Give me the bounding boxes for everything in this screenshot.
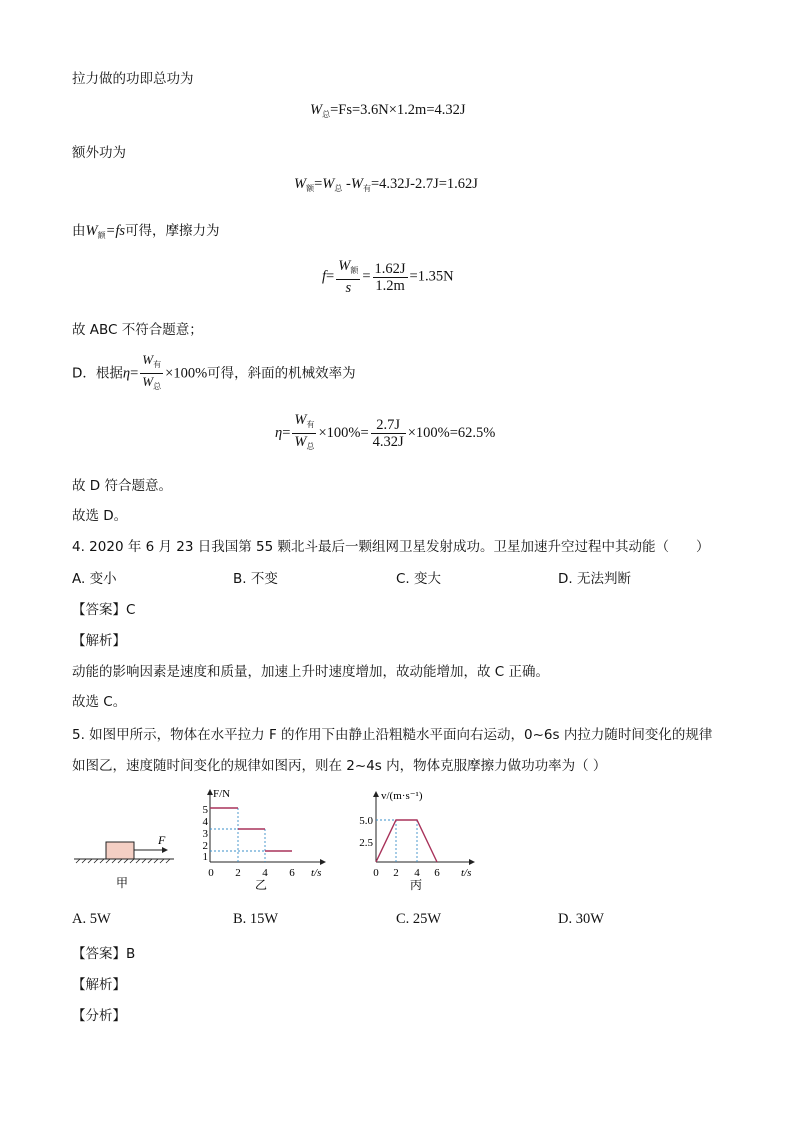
x-axis-label: t/s: [311, 867, 322, 879]
x-tick-0: 0: [208, 867, 214, 879]
fraction-efficiency-def: $\frac{W_有}{W_总}$: [142, 352, 162, 391]
force-arrowhead: [162, 847, 168, 853]
y-tick-4: 4: [202, 816, 208, 828]
y-tick-3: 3: [202, 828, 208, 840]
x-tick-4: 4: [414, 867, 420, 879]
x-tick-0: 0: [373, 867, 379, 879]
y-tick-1: 1: [202, 851, 208, 863]
q5-analysis-label: 【解析】: [72, 977, 126, 993]
x-tick-4: 4: [262, 867, 268, 879]
y-axis-label: v/(m·s⁻¹): [381, 790, 423, 802]
equation-extra-work: $W_额=W_总$ $-W_有=4.32J-2.7J=1.62J$: [294, 176, 478, 193]
q4-analysis-label: 【解析】: [72, 633, 126, 649]
fraction-w-over-s: $\frac{W_额}{s}$: [338, 258, 359, 296]
x-tick-6: 6: [289, 867, 295, 879]
force-label: F: [158, 833, 166, 847]
equation-friction: f= $\frac{W_额}{s}$ = $\frac{1.62J}{1.2m}$ =1.35N: [322, 258, 454, 296]
q5-option-c: C. 25W: [396, 911, 442, 927]
q4-option-d: D. 无法判断: [558, 571, 631, 587]
q4-stem: 4. 2020 年 6 月 23 日我国第 55 颗北斗最后一颗组网卫星发射成功。卫星加速升空过程中其动能（ ）: [72, 539, 710, 555]
fraction-values: $\frac{1.62J}{1.2m}$: [374, 260, 406, 294]
text-friction-intro: 由$W_额=fs$可得，摩擦力为: [72, 223, 220, 240]
caption-jia: 甲: [116, 876, 129, 890]
x-axis-label: t/s: [461, 867, 472, 879]
q5-option-a: A. 5W: [72, 911, 111, 927]
q4-option-a: A. 变小: [72, 571, 117, 587]
y-tick-2: 2: [202, 840, 208, 852]
q5-option-b: B. 15W: [233, 911, 279, 927]
q5-answer: 【答案】B: [72, 946, 136, 962]
text-extra-work-intro: 额外功为: [72, 145, 126, 161]
figure-jia-block-on-surface: [70, 825, 180, 895]
text-abc-conclusion: 故 ABC 不符合题意；: [72, 322, 203, 338]
text-choose-d: 故选 D。: [72, 508, 128, 524]
ground-hatch: [76, 859, 170, 863]
q5-stem-line2: 如图乙，速度随时间变化的规律如图丙，则在 2~4s 内，物体克服摩擦力做功功率为（ ）: [72, 758, 607, 774]
q4-analysis: 动能的影响因素是速度和质量，加速上升时速度增加，故动能增加，故 C 正确。: [72, 664, 550, 680]
x-tick-2: 2: [393, 867, 399, 879]
velocity-line: [376, 820, 437, 862]
caption-yi: 乙: [255, 878, 268, 892]
x-tick-2: 2: [235, 867, 241, 879]
q4-answer: 【答案】C: [72, 602, 136, 618]
x-tick-6: 6: [434, 867, 440, 879]
caption-bing: 丙: [410, 878, 423, 892]
block: [106, 842, 134, 859]
q5-stem-line1: 5. 如图甲所示，物体在水平拉力 F 的作用下由静止沿粗糙水平面向右运动，0~6s 内拉力随时间变化的规律: [72, 727, 713, 743]
y-tick-5: 5: [202, 804, 208, 816]
text-total-work-intro: 拉力做的功即总功为: [72, 71, 194, 87]
y-tick-2-5: 2.5: [359, 837, 373, 849]
text-d-conclusion: 故 D 符合题意。: [72, 478, 172, 494]
figure-yi-force-graph: [195, 784, 340, 894]
y-axis-label: F/N: [213, 788, 231, 800]
equation-total-work: $W_总=Fs=3.6N\times 1.2m=4.32J$: [310, 102, 466, 119]
fraction-efficiency-values: $\frac{2.7J}{4.32J}$: [372, 417, 404, 450]
y-tick-5: 5.0: [359, 815, 373, 827]
q4-option-b: B. 不变: [233, 571, 278, 587]
q4-option-c: C. 变大: [396, 571, 442, 587]
q5-option-d: D. 30W: [558, 911, 604, 927]
figure-bing-velocity-graph: [350, 784, 485, 894]
q4-choose: 故选 C。: [72, 694, 127, 710]
fraction-w-useful-total: $\frac{W_有}{W_总}$: [294, 412, 315, 451]
q5-fenxi-label: 【分析】: [72, 1008, 126, 1024]
text-d-intro: D．根据η= $\frac{W_有}{W_总}$ ×100%可得，斜面的机械效率为: [72, 352, 356, 395]
equation-efficiency: η= $\frac{W_有}{W_总}$ ×100%= $\frac{2.7J}{4.32J}$ ×100%=62.5%: [275, 412, 495, 455]
